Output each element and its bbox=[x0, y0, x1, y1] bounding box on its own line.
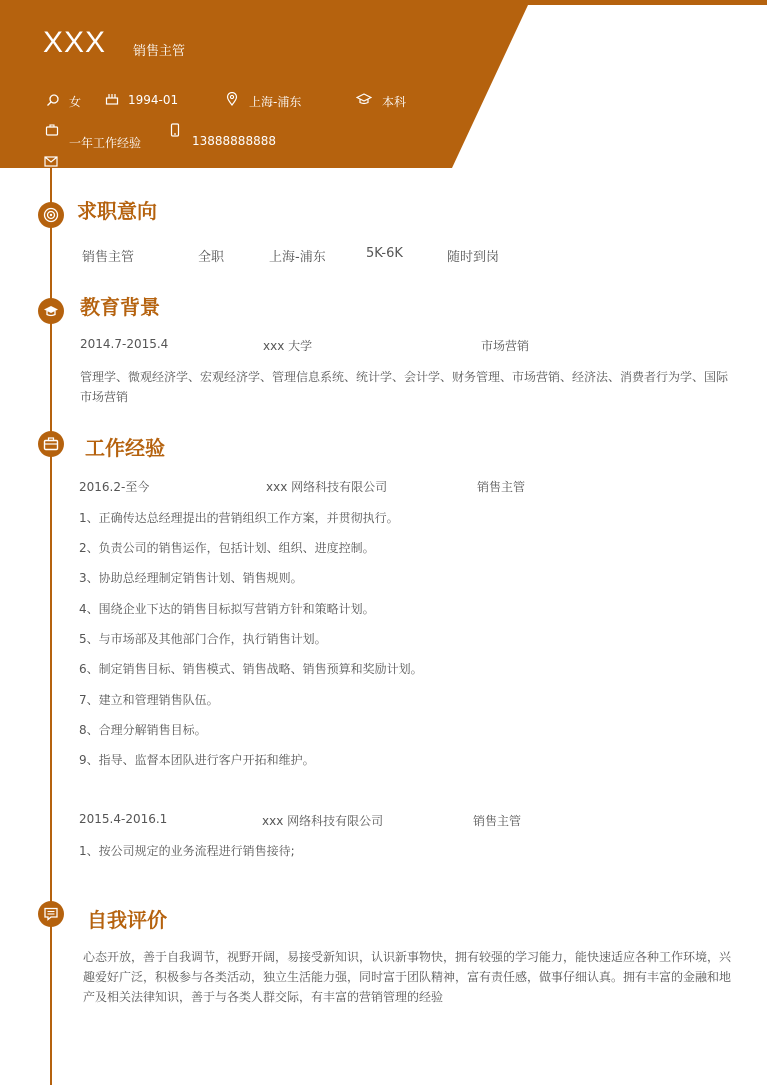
job1-period: 2016.2-至今 bbox=[79, 480, 150, 494]
education-courses-line1: 管理学、微观经济学、宏观经济学、管理信息系统、统计学、会计学、财务管理、市场营销、经济法、消费者行为学、国际 bbox=[80, 370, 729, 384]
education-value: 本科 bbox=[382, 95, 407, 109]
target-icon bbox=[38, 202, 64, 228]
briefcase-icon bbox=[45, 123, 59, 137]
intention-availability: 随时到岗 bbox=[447, 250, 500, 265]
intention-salary: 5K-6K bbox=[366, 246, 403, 261]
education-courses-line2: 市场营销 bbox=[80, 390, 129, 404]
phone-value: 13888888888 bbox=[192, 134, 276, 148]
job1-duty: 9、指导、监督本团队进行客户开拓和维护。 bbox=[79, 753, 315, 767]
job1-duty: 5、与市场部及其他部门合作，执行销售计划。 bbox=[79, 632, 327, 646]
self-eval-title: 自我评价 bbox=[87, 908, 167, 932]
birthday-cake-icon bbox=[105, 91, 119, 105]
job2-company: xxx 网络科技有限公司 bbox=[262, 814, 384, 828]
location-pin-icon bbox=[225, 92, 239, 106]
job1-duty: 1、正确传达总经理提出的营销组织工作方案，并贯彻执行。 bbox=[79, 511, 399, 525]
job1-duty: 6、制定销售目标、销售模式、销售战略、销售预算和奖励计划。 bbox=[79, 662, 423, 676]
job1-duty: 2、负责公司的销售运作，包括计划、组织、进度控制。 bbox=[79, 541, 375, 555]
education-major: 市场营销 bbox=[481, 339, 530, 353]
intention-title: 求职意向 bbox=[77, 199, 157, 223]
gender-value: 女 bbox=[69, 95, 82, 109]
job1-duty: 4、围绕企业下达的销售目标拟写营销方针和策略计划。 bbox=[79, 602, 375, 616]
job2-position: 销售主管 bbox=[473, 814, 522, 828]
chat-bubble-icon bbox=[38, 901, 64, 927]
self-eval-line1: 心态开放，善于自我调节，视野开阔，易接受新知识，认识新事物快，拥有较强的学习能力，能快速适应各种工作环境，兴 bbox=[83, 950, 732, 964]
graduation-cap-icon bbox=[356, 92, 372, 106]
phone-icon bbox=[168, 123, 182, 137]
self-eval-line3: 产及相关法律知识，善于与各类人群交际，有丰富的营销管理的经验 bbox=[83, 990, 444, 1004]
email-icon bbox=[44, 154, 58, 168]
job1-duty: 8、合理分解销售目标。 bbox=[79, 723, 207, 737]
education-period: 2014.7-2015.4 bbox=[80, 337, 169, 351]
job1-duty: 7、建立和管理销售队伍。 bbox=[79, 693, 219, 707]
intention-city: 上海-浦东 bbox=[269, 250, 326, 265]
experience-value: 一年工作经验 bbox=[69, 136, 142, 150]
job1-position: 销售主管 bbox=[477, 480, 526, 494]
work-title: 工作经验 bbox=[85, 436, 165, 460]
education-school: xxx 大学 bbox=[263, 339, 313, 353]
job1-duty: 3、协助总经理制定销售计划、销售规则。 bbox=[79, 571, 303, 585]
briefcase-icon bbox=[38, 431, 64, 457]
intention-type: 全职 bbox=[198, 250, 225, 265]
intention-position: 销售主管 bbox=[82, 250, 135, 265]
gender-icon bbox=[46, 93, 60, 107]
candidate-name: XXX bbox=[43, 26, 107, 59]
job1-company: xxx 网络科技有限公司 bbox=[266, 480, 388, 494]
graduation-cap-icon bbox=[38, 298, 64, 324]
birth-value: 1994-01 bbox=[128, 93, 179, 107]
self-eval-line2: 趣爱好广泛，积极参与各类活动，独立生活能力强，同时富于团队精神，富有责任感，做事仔细认真。拥有丰富的金融和地 bbox=[83, 970, 732, 984]
education-title: 教育背景 bbox=[80, 295, 160, 319]
job2-duty: 1、按公司规定的业务流程进行销售接待; bbox=[79, 844, 295, 858]
job2-period: 2015.4-2016.1 bbox=[79, 812, 168, 826]
job-title: 销售主管 bbox=[133, 44, 186, 59]
location-value: 上海-浦东 bbox=[249, 95, 302, 109]
